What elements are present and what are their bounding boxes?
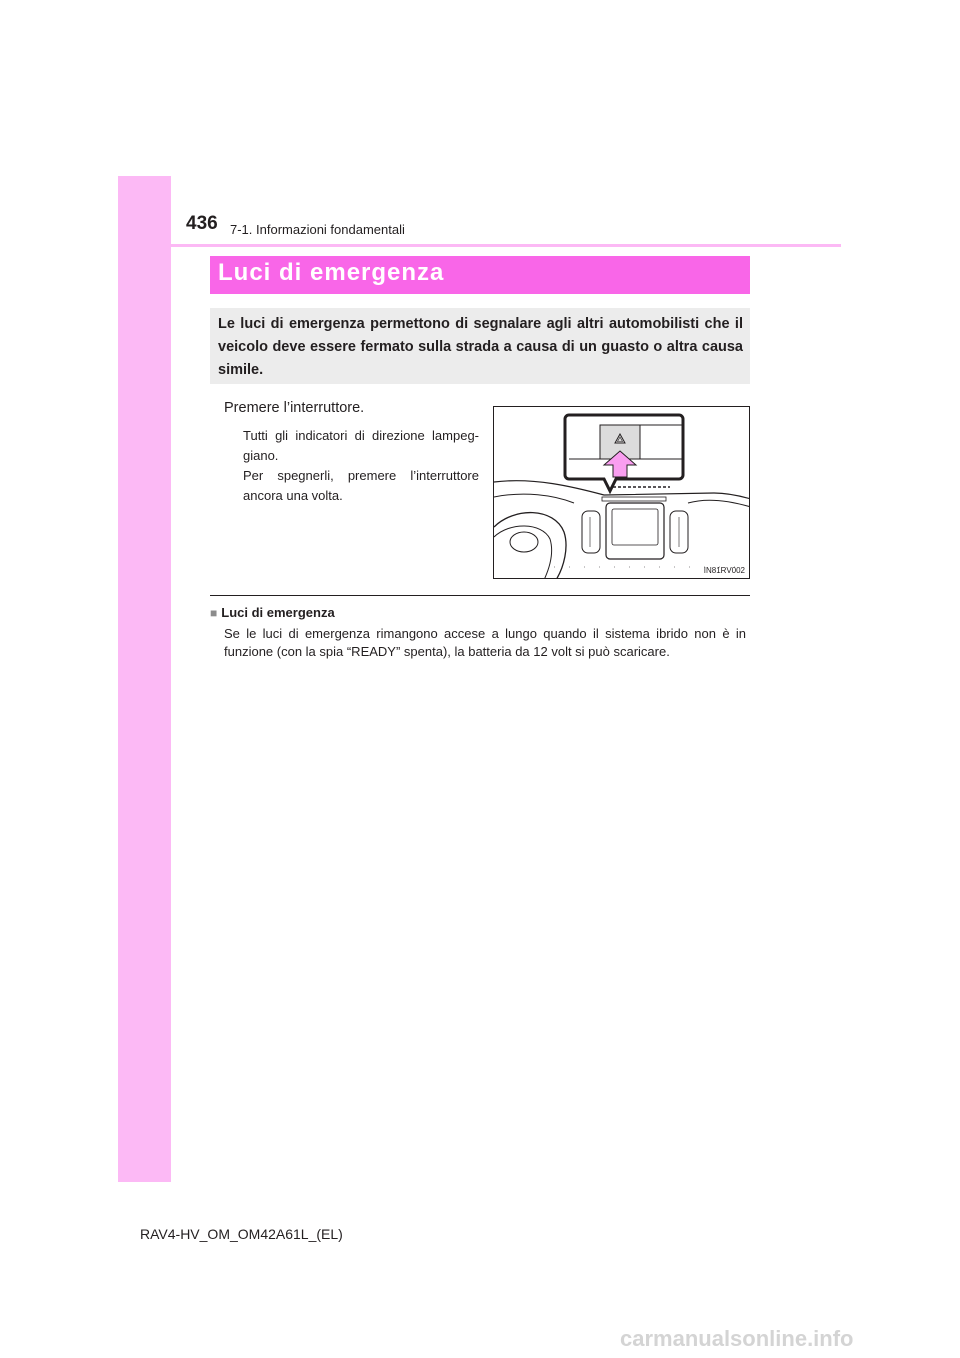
title-banner bbox=[210, 256, 750, 294]
note-body: Se le luci di emergenza rimangono accese a lungo quando il sistema ibrido non è in funzione (con la spia “READY” spenta), la batteria da 12 volt si può scaricare. bbox=[224, 626, 746, 659]
section-divider bbox=[210, 595, 750, 596]
instruction-main: Premere l’interruttore. bbox=[224, 400, 365, 416]
section-label: 7-1. Informazioni fondamentali bbox=[230, 222, 405, 237]
dashboard-figure bbox=[493, 406, 750, 579]
instruction-detail-1: Tutti gli indicatori di direzione lampeg-giano. bbox=[243, 428, 479, 463]
dashboard-illustration bbox=[494, 407, 750, 579]
figure-code: IN81RV002 bbox=[703, 566, 745, 575]
instruction-detail-2: Per spegnerli, premere l’interruttore ancora una volta. bbox=[243, 468, 479, 503]
side-tab-bar bbox=[118, 176, 171, 1182]
footer-code: RAV4-HV_OM_OM42A61L_(EL) bbox=[140, 1226, 343, 1242]
instruction-detail bbox=[243, 426, 479, 506]
intro-text: Le luci di emergenza permettono di segnalare agli altri automobilisti che il veicolo deve essere fermato sulla strada a causa di un guasto o altra causa simile. bbox=[218, 316, 743, 378]
header-rule bbox=[118, 244, 841, 247]
square-bullet-icon: ■ bbox=[210, 606, 218, 620]
watermark: carmanualsonline.info bbox=[620, 1326, 854, 1351]
note-heading bbox=[210, 605, 335, 620]
page-number: 436 bbox=[186, 213, 218, 234]
page-title: Luci di emergenza bbox=[218, 259, 445, 286]
intro-box bbox=[210, 308, 750, 384]
note-heading-text: Luci di emergenza bbox=[221, 605, 335, 620]
